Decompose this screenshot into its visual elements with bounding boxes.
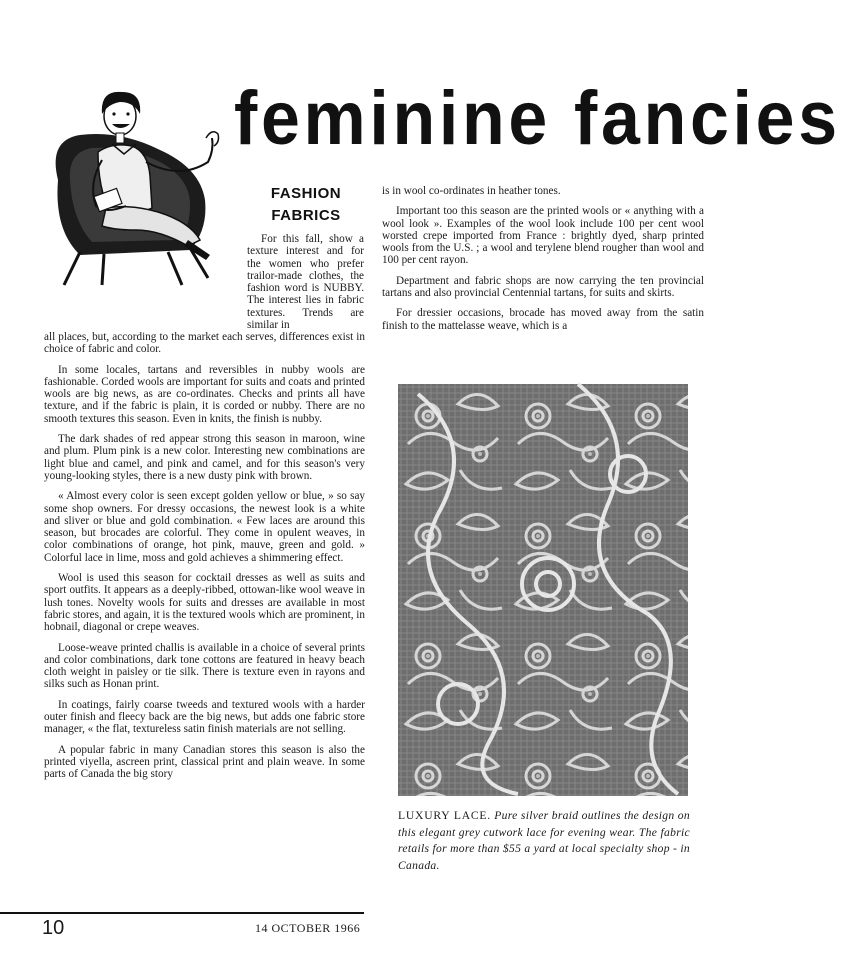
paragraph: Important too this season are the printed wools or « anything with a wool look ». Examples of the wool look include 100 per cent wool worsted crepe imported from France : brightly dyed, sharp printed wools from the U.S. ; a wool and terylene blend rougher than wool and 100 per cent rayon. [382, 205, 704, 267]
page-number: 10 [42, 917, 65, 939]
paragraph: Loose-weave printed challis is available in a choice of several prints and color combinations, dark tone cottons are featured in heavy beach cloth weight in paisley or tie silk. There is texture even in rayons and silks such as Honan print. [44, 641, 365, 691]
photo-caption [398, 808, 690, 874]
caption-text: Pure silver braid outlines the design on this elegant grey cutwork lace for evening wear. The fabric retails for more than $55 a yard at local specialty shop - in Canada. [398, 809, 691, 872]
paragraph: In some locales, tartans and reversibles in nubby wools are fashionable. Corded wools are important for suits and coats and printed wools are big news, as are co-ordinates. Checks and prints all have texture, and if the fabric is plain, it is corded or nubby. There are no smooth textures this season. Even in knits, the finish is nubby. [44, 363, 365, 425]
section-title-line-1: FASHION [270, 185, 342, 202]
woman-in-armchair-illustration [40, 80, 240, 290]
paragraph: « Almost every color is seen except golden yellow or blue, » so say some shop owners. For dressy occasions, the newest look is a white and sliver or blue and gold combination. « Few laces are around this season, but brocades are colorful. They come in opulent weaves, in color combinations of orange, hot pink, mauve, green and gold. » Colorful lace in lime, moss and gold achieves a shimmering effect. [44, 490, 365, 564]
left-column [44, 331, 365, 789]
intro-paragraph: For this fall, show a texture interest and for the women who prefer trailor-made clothes, the fashion word is NUBBY. The interest lies in fabric textures. Trends are similar in [247, 233, 364, 332]
intro-wrap-text [247, 233, 364, 331]
paragraph: is in wool co-ordinates in heather tones. [382, 185, 561, 197]
issue-date: 14 OCTOBER 1966 [255, 921, 361, 935]
section-title-line-2: FABRICS [271, 207, 341, 224]
paragraph: The dark shades of red appear strong this season in maroon, wine and plum. Plum pink is a new color. Interesting new combinations are light blue and camel, and pink and camel, and for this season's very young-looking styles, there is a new dusty pink with brown. [44, 433, 365, 482]
paragraph: all places, but, according to the market each serves, differences exist in choice of fabric and color. [44, 331, 365, 356]
paragraph: Department and fabric shops are now carrying the ten provincial tartans and also provincial Centennial tartans, for suits and skirts. [382, 274, 704, 300]
paragraph: For dressier occasions, brocade has moved away from the satin finish to the mattelasse weave, which is a [382, 307, 704, 332]
footer-rule [0, 912, 364, 914]
paragraph: In coatings, fairly coarse tweeds and textured wools with a harder outer finish and fleecy back are the big news, but adds one fabric store manager, « the flat, textureless satin finish materials are not selling. [44, 698, 365, 736]
section-title [243, 183, 369, 227]
paragraph: A popular fabric in many Canadian stores this season is also the printed viyella, ascreen print, classical print and plain weave. In some parts of Canada the big story [44, 743, 365, 781]
caption-label: LUXURY LACE. [398, 809, 491, 822]
lace-pattern-image [398, 384, 688, 796]
right-column [382, 185, 704, 340]
lace-fabric-photo [398, 384, 688, 796]
paragraph: Wool is used this season for cocktail dresses as well as suits and sport outfits. It appears as a deeply-ribbed, ottowan-like wool weave in lush tones. Novelty wools for suits and dresses are available in most fabric stores, and again, it is the textured wools which are prominent, in hobnail, diagonal or crepe weaves. [44, 572, 365, 634]
headline: feminine fancies [234, 76, 841, 161]
